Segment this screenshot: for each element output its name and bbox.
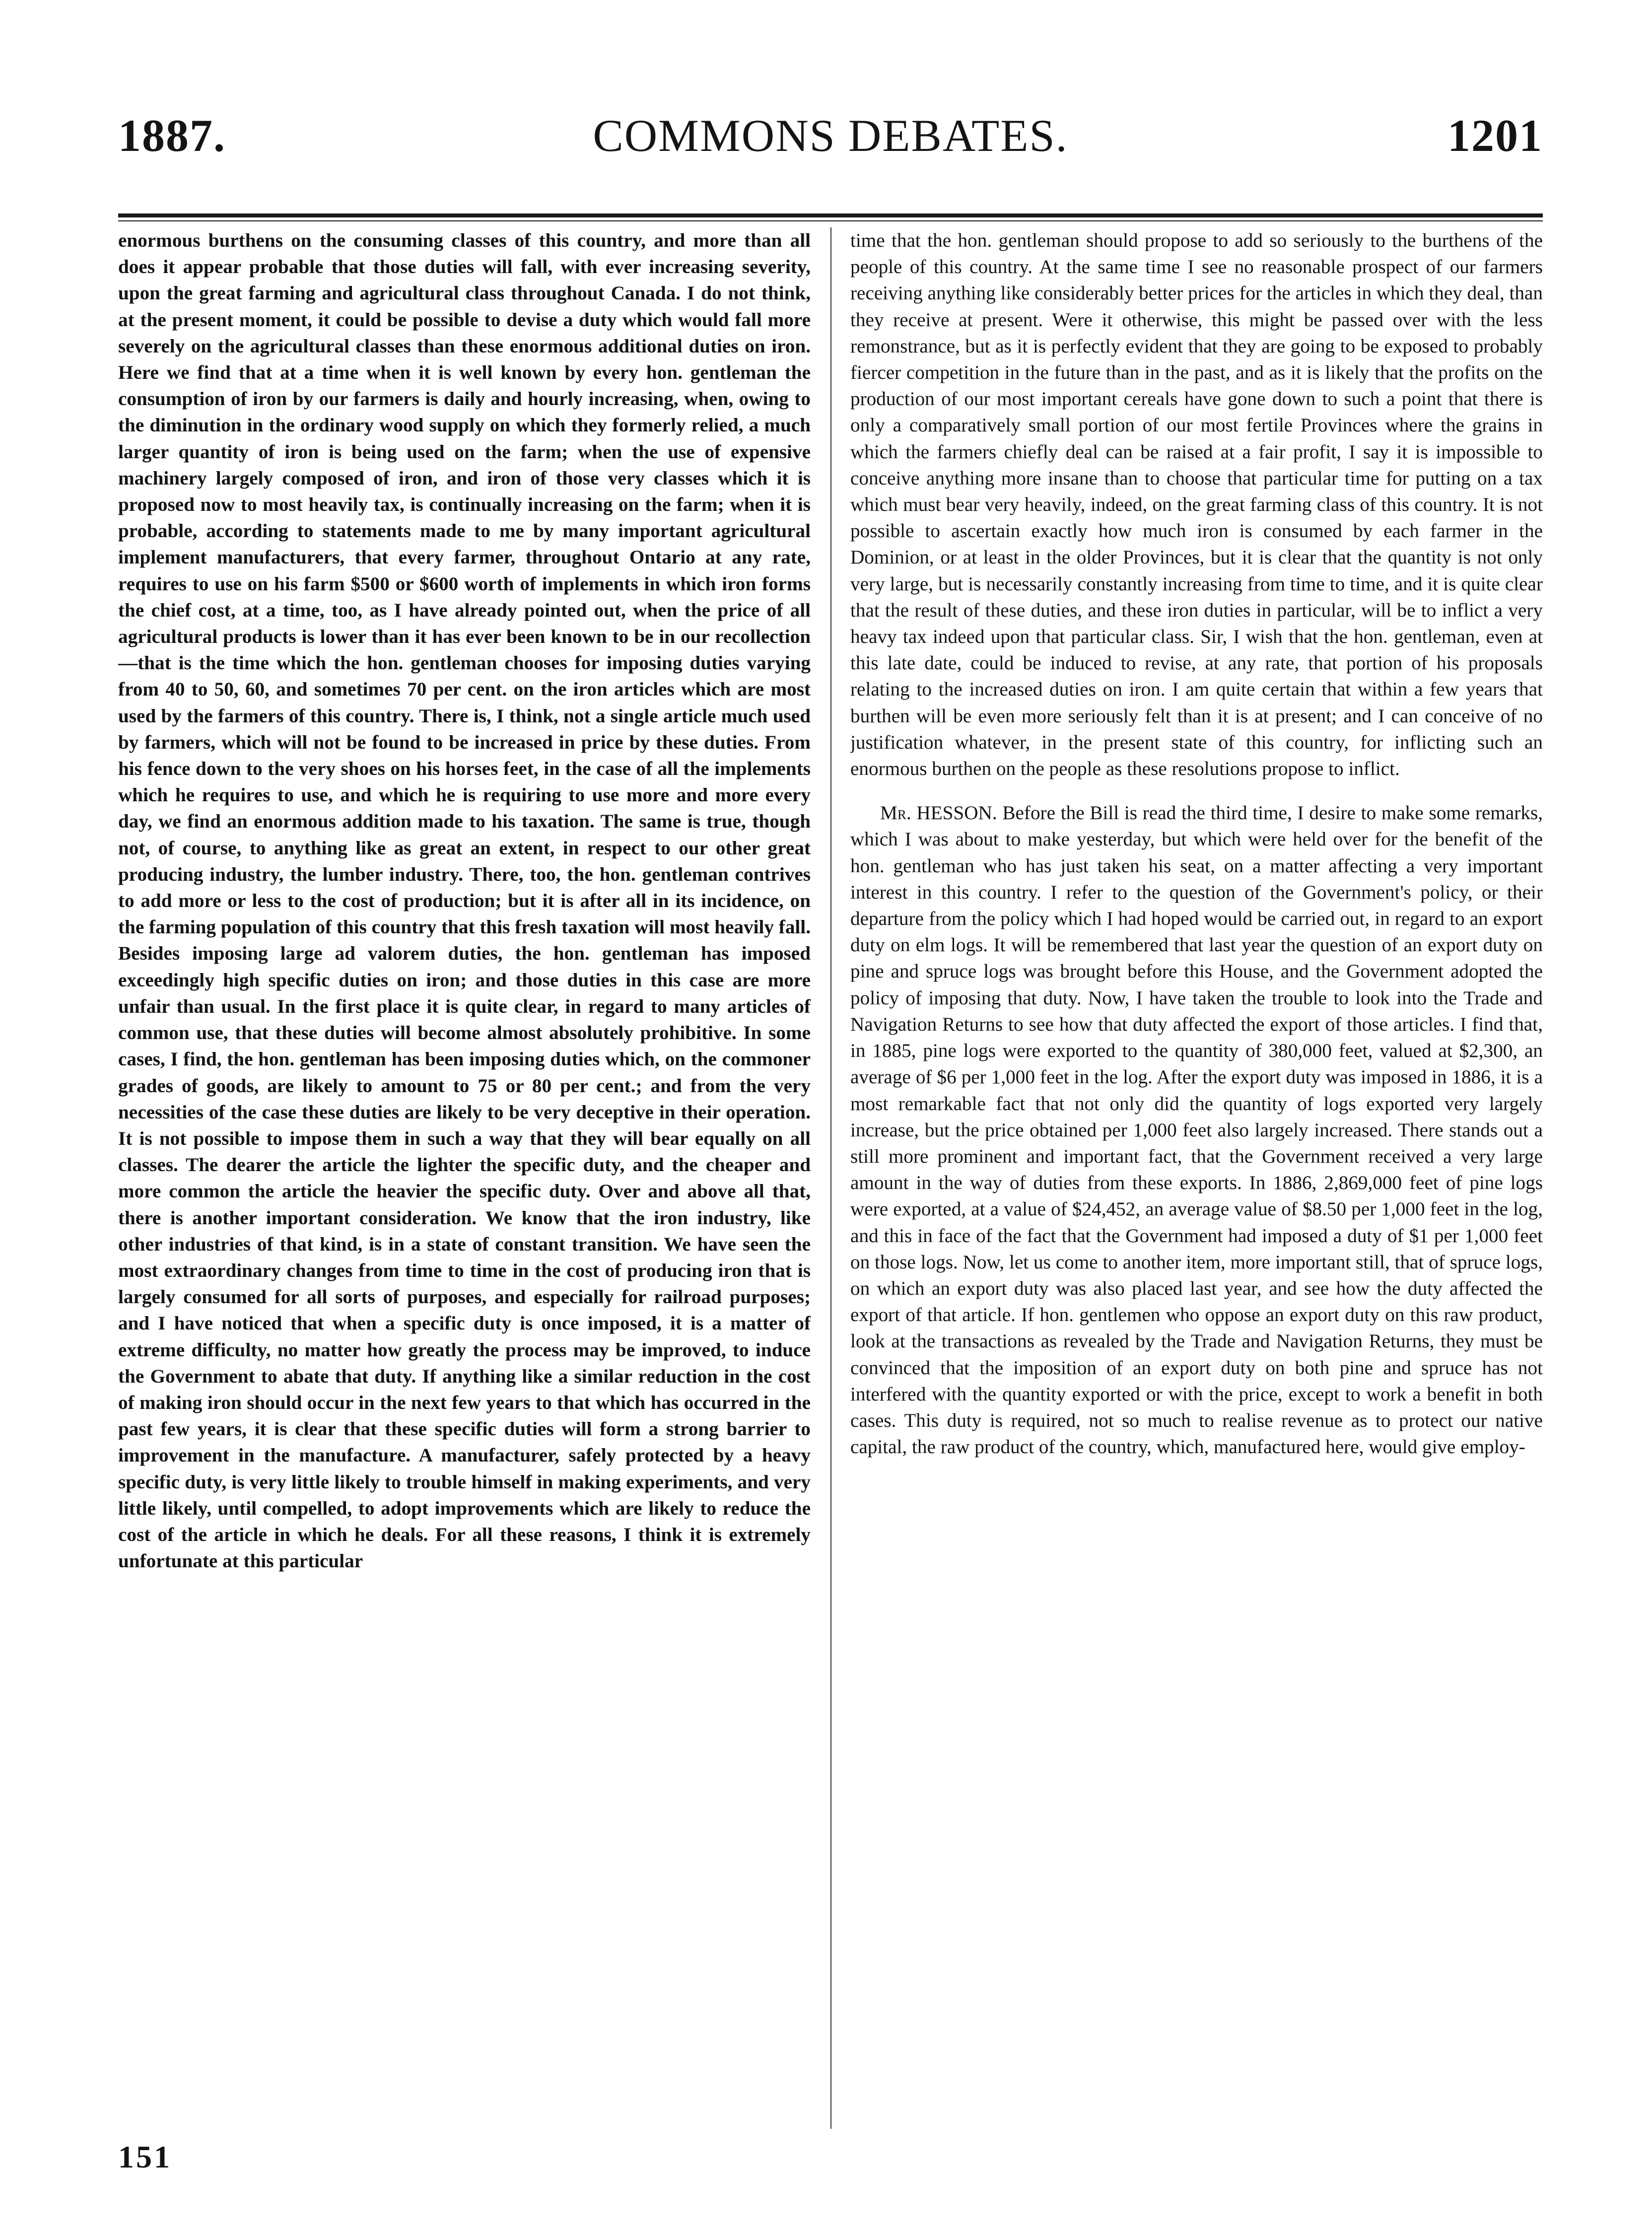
signature-mark: 151: [118, 2139, 172, 2174]
left-column: [118, 227, 811, 2129]
left-column-text: enormous burthens on the consuming classes of this country, and more than all does it appear probable that those duties will fall, with ever increasing severity, upon the great farming and agricultural class throughout Canada. I do not think, at the present moment, it could be possible to devise a duty which would fall more severely on the agricultural classes than these enormous additional duties on iron. Here we find that at a time when it is well known by every hon. gentleman the consumption of iron by our farmers is daily and hourly increasing, when, owing to the diminution in the ordinary wood supply on which they formerly relied, a much larger quantity of iron is being used on the farm; when the use of expensive machinery largely composed of iron, and iron of those very classes which it is proposed now to most heavily tax, is continually increasing on the farm; when it is probable, according to statements made to me by many important agricultural implement manufacturers, that every farmer, throughout Ontario at any rate, requires to use on his farm $500 or $600 worth of implements in which iron forms the chief cost, at a time, too, as I have already pointed out, when the price of all agricultural products is lower than it has ever been known to be in our recollection —that is the time which the hon. gentleman chooses for imposing duties varying from 40 to 50, 60, and sometimes 70 per cent. on the iron articles which are most used by the farmers of this country. There is, I think, not a single article much used by farmers, which will not be found to be increased in price by these duties. From his fence down to the very shoes on his horses feet, in the case of all the implements which he requires to use, and which he is requiring to use more and more every day, we find an enormous addition made to his taxation. The same is true, though not, of course, to anything like as great an extent, in respect to our other great producing industry, the lumber industry. There, too, the hon. gentleman contrives to add more or less to the cost of production; but it is after all in its incidence, on the farming population of this country that this fresh taxation will most heavily fall. Besides imposing large ad valorem duties, the hon. gentleman has imposed exceedingly high specific duties on iron; and those duties in this case are more unfair than usual. In the first place it is quite clear, in regard to many articles of common use, that these duties will become almost absolutely prohibitive. In some cases, I find, the hon. gentleman has been imposing duties which, on the commoner grades of goods, are likely to amount to 75 or 80 per cent.; and from the very necessities of the case these duties are likely to be very deceptive in their operation. It is not possible to impose them in such a way that they will bear equally on all classes. The dearer the article the lighter the specific duty, and the cheaper and more common the article the heavier the specific duty. Over and above all that, there is another important consideration. We know that the iron industry, like other industries of that kind, is in a state of constant transition. We have seen the most extraordinary changes from time to time in the cost of producing iron that is largely consumed for all sorts of purposes, and especially for railroad purposes; and I have noticed that when a specific duty is once imposed, it is a matter of extreme difficulty, no matter how greatly the process may be improved, to induce the Government to abate that duty. If anything like a similar reduction in the cost of making iron should occur in the next few years to that which has occurred in the past few years, it is clear that these specific duties will form a strong barrier to improvement in the manufacture. A manufacturer, safely protected by a heavy specific duty, is very little likely to trouble himself in making experiments, and very little likely, until compelled, to adopt improvements which are likely to reduce the cost of the article in which he deals. For all these reasons, I think it is extremely unfortunate at this particular: [118, 230, 811, 1572]
header-rule: [118, 213, 1543, 217]
page-header: [118, 94, 1543, 179]
header-year: 1887.: [118, 110, 226, 161]
speaker-name: Mr. HESSON.: [880, 802, 997, 824]
header-page-number: 1201: [1447, 110, 1543, 161]
header-title: COMMONS DEBATES.: [593, 110, 1068, 161]
column-divider: [830, 227, 831, 2129]
right-column: [850, 227, 1543, 2129]
header-rule-thin: [118, 220, 1543, 221]
right-column-paragraph-1: time that the hon. gentleman should propose to add so seriously to the burthens of the people of this country. At the same time I see no reasonable prospect of our farmers receiving anything like considerably better prices for the articles in which they deal, than they receive at present. Were it otherwise, this might be passed over with the less remonstrance, but as it is perfectly evident that they are going to be exposed to probably fiercer competition in the future than in the past, and as it is likely that the profits on the production of our most important cereals have gone down to such a point that there is only a comparatively small portion of our most fertile Provinces where the grains in which the farmers chiefly deal can be raised at a fair profit, I say it is impossible to conceive anything more insane than to choose that particular time for putting on a tax which must bear very heavily, indeed, on the great farming class of this country. It is not possible to ascertain exactly how much iron is consumed by each farmer in the Dominion, or at least in the older Provinces, but it is clear that the quantity is not only very large, but is necessarily constantly increasing from time to time, and it is quite clear that the result of these duties, and these iron duties in particular, will be to inflict a very heavy tax indeed upon that particular class. Sir, I wish that the hon. gentleman, even at this late date, could be induced to revise, at any rate, that portion of his proposals relating to the increased duties on iron. I am quite certain that within a few years that burthen will be even more seriously felt than it is at present; and I can conceive of no justification whatever, in the present state of this country, for inflicting such an enormous burthen on the people as these resolutions propose to inflict.: [850, 230, 1543, 780]
page: [118, 94, 1543, 2199]
speech-text: Before the Bill is read the third time, I desire to make some remarks, which I was about to make yesterday, but which were held over for the benefit of the hon. gentleman who has just taken his seat, on a matter affecting a very important interest in this country. I refer to the question of the Government's policy, or their departure from the policy which I had hoped would be carried out, in regard to an export duty on elm logs. It will be remembered that last year the question of an export duty on pine and spruce logs was brought before this House, and the Government adopted the policy of imposing that duty. Now, I have taken the trouble to look into the Trade and Navigation Returns to see how that duty affected the export of those articles. I find that, in 1885, pine logs were exported to the quantity of 380,000 feet, valued at $2,300, an average of $6 per 1,000 feet in the log. After the export duty was imposed in 1886, it is a most remarkable fact that not only did the quantity of logs exported very largely increase, but the price obtained per 1,000 feet also largely increased. There stands out a still more prominent and important fact, that the Government received a very large amount in the way of duties from these exports. In 1886, 2,869,000 feet of pine logs were exported, at a value of $24,452, an average value of $8.50 per 1,000 feet in the log, and this in face of the fact that the Government had imposed a duty of $1 per 1,000 feet on those logs. Now, let us come to another item, more important still, that of spruce logs, on which an export duty was also placed last year, and see how the duty affected the export of that article. If hon. gentlemen who oppose an export duty on this raw product, look at the transactions as revealed by the Trade and Navigation Returns, they must be convinced that the imposition of an export duty on both pine and spruce has not interfered with the quantity exported or with the price, except to work a benefit in both cases. This duty is required, not so much to realise revenue as to protect our native capital, the raw product of the country, which, manufactured here, would give employ-: [850, 802, 1543, 1458]
right-column-paragraph-2: [850, 800, 1543, 1460]
text-columns: [118, 227, 1543, 2129]
